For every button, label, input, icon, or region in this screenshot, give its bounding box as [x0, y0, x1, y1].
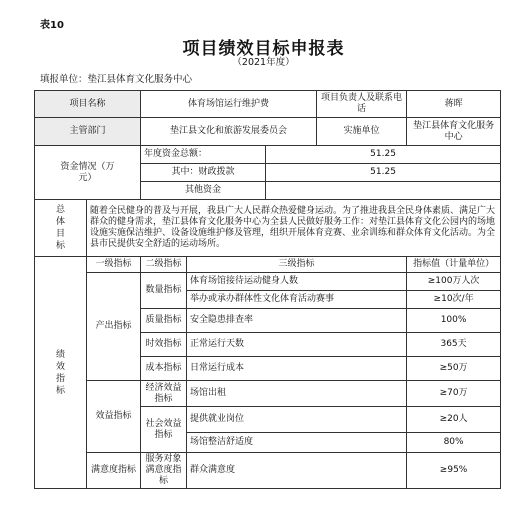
project-name-label: 项目名称: [35, 91, 141, 118]
funds-other-label: 其他资金: [141, 182, 266, 200]
value-cell: ≥95%: [407, 453, 501, 489]
impl-label: 实施单位: [317, 118, 407, 146]
value-cell: 365天: [407, 333, 501, 357]
fill-unit: 填报单位：垫江县体育文化服务中心: [40, 74, 193, 85]
level3-cell: 场馆整洁舒适度: [187, 433, 407, 453]
level3-cell: 提供就业岗位: [187, 407, 407, 433]
contact-value: 蒋晖: [407, 91, 501, 118]
performance-table: [34, 90, 501, 489]
level2-social: 社会效益指标: [141, 407, 187, 453]
value-cell: 100%: [407, 309, 501, 333]
funds-total-value: 51.25: [266, 146, 501, 164]
page-title: 项目绩效目标申报表: [182, 39, 345, 59]
project-name-value: 体育场馆运行维护费: [141, 91, 317, 118]
level3-cell: 正常运行天数: [187, 333, 407, 357]
level2-cost: 成本指标: [141, 357, 187, 381]
value-cell: ≥70万: [407, 381, 501, 407]
funds-total-label: 年度资金总额：: [141, 146, 266, 164]
level3-cell: 举办或承办群体性文化体育活动赛事: [187, 291, 407, 309]
level2-quantity: 数量指标: [141, 273, 187, 309]
dept-value: 垫江县文化和旅游发展委员会: [141, 118, 317, 146]
year-label: （2021年度）: [232, 57, 295, 68]
col-value-header: 指标值（计量单位）: [407, 257, 501, 273]
contact-label: 项目负责人及联系电话: [317, 91, 407, 118]
level2-economic: 经济效益指标: [141, 381, 187, 407]
funds-label: 资金情况（万元）: [35, 146, 141, 200]
value-cell: ≥10次/年: [407, 291, 501, 309]
level2-quality: 质量指标: [141, 309, 187, 333]
table-number: 表10: [40, 20, 64, 31]
level1-benefit: 效益指标: [87, 381, 141, 453]
col-level3-header: 三级指标: [187, 257, 407, 273]
col-level1-header: 一级指标: [87, 257, 141, 273]
perf-label: 绩效指标: [35, 257, 87, 489]
funds-other-value: [266, 182, 501, 200]
level3-cell: 体育场馆接待运动健身人数: [187, 273, 407, 291]
level2-service-target: 服务对象满意度指标: [141, 453, 187, 489]
level2-timeliness: 时效指标: [141, 333, 187, 357]
value-cell: ≥50万: [407, 357, 501, 381]
value-cell: ≥20人: [407, 407, 501, 433]
impl-value: 垫江县体育文化服务中心: [407, 118, 501, 146]
goal-text: 随着全民健身的普及与开展，我县广大人民群众热爱健身运动。为了推进我县全民身体素质、满足广大群众的健身需求，垫江县体育文化服务中心为全县人民做好服务工作：对垫江县体育文化公园内的场地设施实施保洁维护、设备设施维护修及管理，组织开展体育竞赛、业余训练和群众体育文化活动。为全县市民提供安全舒适的运动场所。: [87, 200, 501, 257]
goal-label: 总体目标: [35, 200, 87, 257]
col-level2-header: 二级指标: [141, 257, 187, 273]
level3-cell: 场馆出租: [187, 381, 407, 407]
level1-satisfaction: 满意度指标: [87, 453, 141, 489]
funds-fiscal-value: 51.25: [266, 164, 501, 182]
level3-cell: 日常运行成本: [187, 357, 407, 381]
value-cell: ≥100万人次: [407, 273, 501, 291]
value-cell: 80%: [407, 433, 501, 453]
level3-cell: 安全隐患排查率: [187, 309, 407, 333]
level3-cell: 群众满意度: [187, 453, 407, 489]
level1-output: 产出指标: [87, 273, 141, 381]
dept-label: 主管部门: [35, 118, 141, 146]
funds-fiscal-label: 其中：财政拨款: [141, 164, 266, 182]
